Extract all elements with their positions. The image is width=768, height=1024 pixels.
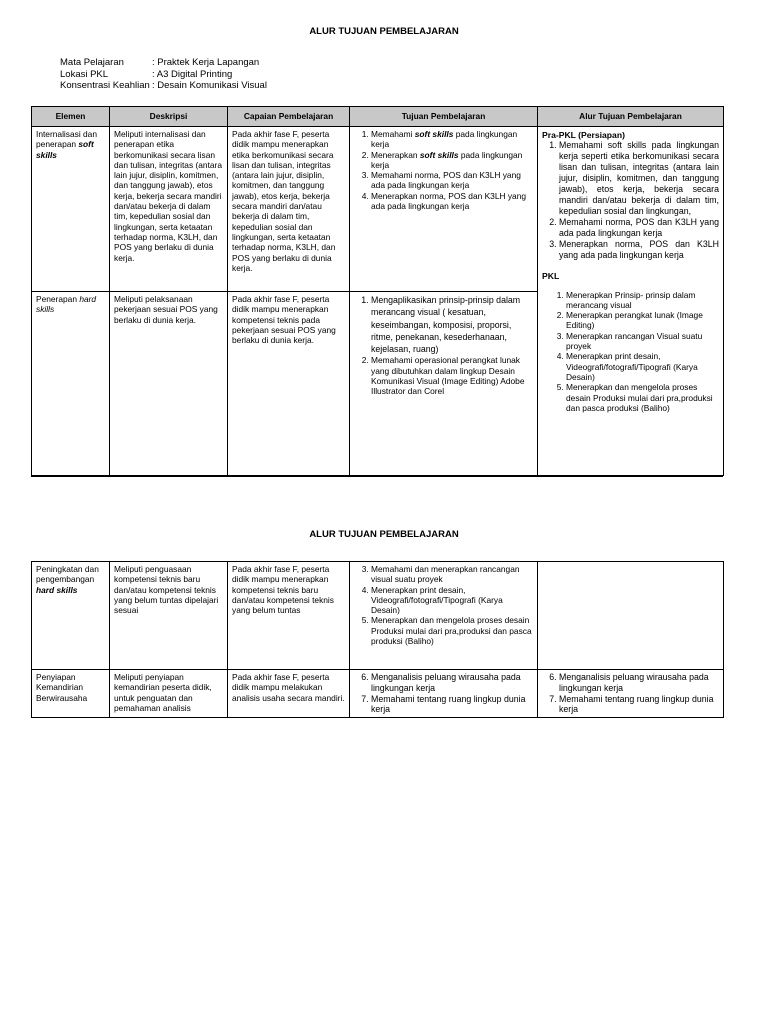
- table-bottom-rule: [31, 476, 723, 477]
- elemen-text: Internalisasi dan penerapan: [36, 129, 97, 150]
- cell-tujuan: [350, 292, 538, 476]
- list-item: 7. Memahami tentang ruang lingkup dunia kerja: [559, 694, 719, 716]
- meta-key: Lokasi PKL: [60, 68, 109, 80]
- meta-key: Mata Pelajaran: [60, 57, 124, 68]
- list-item: 6. Menganalisis peluang wirausaha pada lingkungan kerja: [371, 672, 533, 694]
- list-item: 5. Menerapkan dan mengelola proses desain Produksi mulai dari pra,produksi dan pasca produksi (Baliho): [566, 382, 719, 413]
- cell-capaian: Pada akhir fase F, peserta didik mampu melakukan analisis usaha secara mandiri.: [228, 670, 350, 718]
- cell-tujuan: [350, 670, 538, 718]
- meta-row: [60, 57, 267, 69]
- cell-capaian: Pada akhir fase F, peserta didik mampu menerapkan kompetensi teknis pada pekerjaan sesuai POS yang berlaku di dunia kerja.: [228, 292, 350, 476]
- list-item: 1. Memahami soft skills pada lingkungan kerja: [371, 129, 533, 150]
- section-label-pra-pkl: Pra-PKL (Persiapan): [542, 130, 625, 140]
- table-row: [32, 670, 724, 718]
- header-capaian: Capaian Pembelajaran: [228, 107, 350, 127]
- header-elemen: Elemen: [32, 107, 110, 127]
- table-atp-2: [31, 561, 724, 718]
- cell-tujuan: [350, 127, 538, 292]
- list-item: 3. Menerapkan norma, POS dan K3LH yang ada pada lingkungan kerja: [559, 239, 719, 261]
- cell-capaian: Pada akhir fase F, peserta didik mampu menerapkan etika berkomunikasi secara lisan dan tulisan, integritas (antara lain jujur, disiplin, komitmen, dan tanggung jawab), etos kerja, bekerja secara mandiri dan/atau bekerja di dalam tim, kepedulian sosial dan lingkungan, serta ketaatan terhadap norma, K3LH, dan POS yang berlaku di dunia kerja.: [228, 127, 350, 292]
- page-title: ALUR TUJUAN PEMBELAJARAN: [309, 26, 459, 37]
- list-item: 3. Menerapkan rancangan Visual suatu proyek: [566, 331, 719, 352]
- meta-row: [60, 69, 267, 81]
- meta-value: : Praktek Kerja Lapangan: [152, 57, 260, 68]
- document-meta: [60, 57, 267, 92]
- list-item: 1. Memahami soft skills pada lingkungan kerja seperti etika berkomunikasi secara lisan dan tulisan, integritas (antara lain jujur, disiplin, komitmen, dan tanggung jawab), etos kerja, bekerja secara mandiri dan/atau bekerja di dalam tim, kepedulian sosial dan lingkungan,: [559, 140, 719, 217]
- cell-elemen: Penyiapan Kemandirian Berwirausaha: [32, 670, 110, 718]
- elemen-emphasis: hard skills: [36, 584, 78, 595]
- elemen-text: Penerapan: [36, 294, 80, 304]
- table-row: [32, 562, 724, 670]
- list-item: 6. Menganalisis peluang wirausaha pada lingkungan kerja: [559, 672, 719, 694]
- header-tujuan: Tujuan Pembelajaran: [350, 107, 538, 127]
- cell-alur: [538, 562, 724, 670]
- cell-deskripsi: Meliputi pelaksanaan pekerjaan sesuai POS yang berlaku di dunia kerja.: [110, 292, 228, 476]
- list-item: 3. Memahami dan menerapkan rancangan visual suatu proyek: [371, 564, 533, 585]
- elemen-text: Peningkatan dan pengembangan: [36, 564, 99, 585]
- table-header-row: [32, 107, 724, 127]
- meta-value: : A3 Digital Printing: [152, 68, 233, 80]
- cell-deskripsi: Meliputi penyiapan kemandirian peserta didik, untuk penguatan dan pemahaman analisis: [110, 670, 228, 718]
- section-label-pkl: PKL: [542, 271, 560, 282]
- cell-deskripsi: Meliputi internalisasi dan penerapan etika berkomunikasi secara lisan dan tulisan, integritas (antara lain jujur, disiplin, komitmen, dan tanggung jawab), etos kerja, bekerja secara mandiri dan/atau bekerja di dalam tim, kepedulian sosial dan lingkungan, serta ketaatan terhadap norma, K3LH, dan POS yang berlaku di dunia kerja.: [110, 127, 228, 292]
- list-item: 2. Menerapkan soft skills pada lingkungan kerja: [371, 150, 533, 171]
- cell-tujuan: [350, 562, 538, 670]
- page-title: ALUR TUJUAN PEMBELAJARAN: [309, 529, 459, 540]
- list-item: 5. Menerapkan dan mengelola proses desain Produksi mulai dari pra,produksi dan pasca produksi (Baliho): [371, 615, 533, 646]
- cell-capaian: Pada akhir fase F, peserta didik mampu menerapkan kompetensi teknis baru dan/atau kompetensi teknis yang belum tuntas: [228, 562, 350, 670]
- cell-elemen: [32, 292, 110, 476]
- list-item: 4. Menerapkan print desain, Videografi/fotografi/Tipografi (Karya Desain): [566, 351, 719, 382]
- table-atp-1: [31, 106, 724, 476]
- elemen-emphasis: soft skills: [36, 139, 94, 160]
- list-item: 4. Menerapkan norma, POS dan K3LH yang ada pada lingkungan kerja: [371, 191, 533, 212]
- table-row: [32, 127, 724, 292]
- meta-key: Konsentrasi Keahlian: [60, 80, 150, 91]
- list-item: 1. Mengaplikasikan prinsip-prinsip dalam merancang visual ( kesatuan, keseimbangan, komposisi, proporsi, ritme, penekanan, kesederhanaan, kejelasan, ruang): [371, 294, 533, 355]
- meta-row: [60, 80, 267, 92]
- list-item: 2. Memahami norma, POS dan K3LH yang ada pada lingkungan kerja: [559, 217, 719, 239]
- list-item: 7. Memahami tentang ruang lingkup dunia kerja: [371, 694, 533, 716]
- meta-value: : Desain Komunikasi Visual: [152, 80, 267, 91]
- list-item: 2. Memahami operasional perangkat lunak yang dibutuhkan dalam lingkup Desain Komunikasi Visual (Image Editing) Adobe Illustrator dan Corel: [371, 355, 533, 396]
- header-deskripsi: Deskripsi: [110, 107, 228, 127]
- cell-alur: [538, 127, 724, 476]
- elemen-emphasis: hard skills: [36, 294, 97, 315]
- list-item: 2. Menerapkan perangkat lunak (Image Editing): [566, 310, 719, 331]
- cell-elemen: [32, 127, 110, 292]
- list-item: 3. Memahami norma, POS dan K3LH yang ada pada lingkungan kerja: [371, 170, 533, 191]
- list-item: 4. Menerapkan print desain, Videografi/fotografi/Tipografi (Karya Desain): [371, 585, 533, 616]
- list-item: 1. Menerapkan Prinsip- prinsip dalam merancang visual: [566, 290, 719, 311]
- cell-deskripsi: Meliputi penguasaan kompetensi teknis baru dan/atau kompetensi teknis yang belum tuntas dipelajari sesuai: [110, 562, 228, 670]
- cell-alur: [538, 670, 724, 718]
- cell-elemen: [32, 562, 110, 670]
- header-alur: Alur Tujuan Pembelajaran: [538, 107, 724, 127]
